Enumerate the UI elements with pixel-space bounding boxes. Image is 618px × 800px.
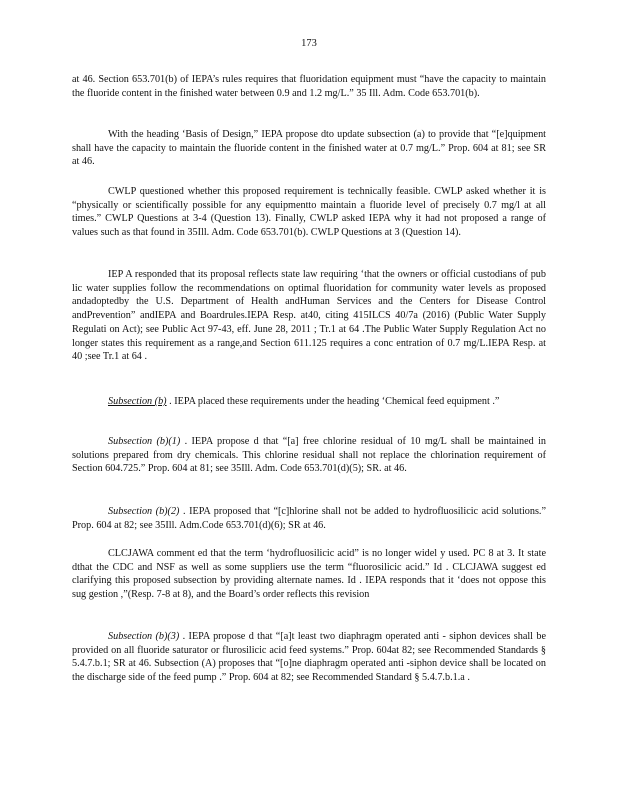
paragraph-4: IEP A responded that its proposal reflects state law requiring ‘that the owners or official custodians of pub lic water supplies follow the recommendations on optimal fluoridation for community water levels as proposed andadoptedby the U.S. Department of Health andHuman Services and the Centers for Disease Control andPrevention” andIEPA and Boardrules.IEPA Resp. at40, citing 415ILCS 40/7a (2016) (Public Water Supply Regulati on Act); see Public Act 97-43, eff. June 28, 2011 ; Tr.1 at 64 .The Public Water Supply Regulation Act no longer states this requirement as a range,and Section 611.125 requires a conc entration of 0.7 mg/L.IEPA Resp. at 40 ;see Tr.1 at 64 .: [72, 269, 546, 363]
paragraph-text: . IEPA propose d that “[a]t least two diaphragm operated anti - siphon devices shall be provided on all fluoride saturator or flurosilicic acid feed systems.” Prop. 604at 82; see Recommended Standards § 5.4.7.b.1; SR at 46. Subsection (A) proposes that “[o]ne diaphragm operated anti -siphon device shall be located on the discharge side of the feed pump .” Prop. 604 at 82; see Recommended Standard § 5.4.7.b.1.a .: [72, 631, 546, 684]
paragraph-text: . IEPA proposed that “[c]hlorine shall not be added to hydrofluosilicic acid solutions.” Prop. 604 at 82; see 35Ill. Adm.Code 653.701(d)(6); SR at 46.: [72, 506, 546, 531]
subsection-label: Subsection (b)(1): [108, 436, 181, 447]
subsection-label: Subsection (b)(3): [108, 631, 180, 642]
paragraph-2: With the heading ‘Basis of Design,” IEPA propose dto update subsection (a) to provide that “[e]quipment shall have the capacity to maintain the fluoride content in the finished water at 0.7 mg/L.” Prop. 604 at 81; see SR at 46.: [72, 129, 546, 168]
subsection-label: Subsection (b): [108, 396, 167, 407]
paragraph-9: [72, 630, 546, 685]
subsection-label: Subsection (b)(2): [108, 506, 180, 517]
paragraph-text: . IEPA propose d that “[a] free chlorine residual of 10 mg/L shall be maintained in solutions prepared from dry chemicals. This chlorine residual shall not replace the chlorination requirement of Section 604.725.” Prop. 604 at 81; see 35Ill. Adm. Code 653.701(d)(5); SR. at 46.: [72, 436, 546, 475]
paragraph-5: [72, 395, 546, 409]
paragraph-3: CWLP questioned whether this proposed requirement is technically feasible. CWLP asked whether it is “physically or scientifically possible for any equipmentto maintain a fluoride level of precisely 0.7 mg/l at all times.” CWLP Questions at 3-4 (Question 13). Finally, CWLP asked IEPA why it had not proposed a range of values such as that found in 35Ill. Adm. Code 653.701(b). CWLP Questions at 3 (Question 14).: [72, 186, 546, 239]
paragraph-8: CLCJAWA comment ed that the term ‘hydrofluosilicic acid” is no longer widel y used. PC 8 at 3. It state dthat the CDC and NSF as well as some suppliers use the term “fluorosilicic acid.” Id . CLCJAWA suggest ed clarifying this proposed subsection by providing alternate names. Id . IEPA responds that it ‘does not oppose this sug gestion ,”(Resp. 7-8 at 8), and the Board’s order reflects this revision: [72, 548, 546, 601]
paragraph-7: [72, 505, 546, 532]
paragraph-1: at 46. Section 653.701(b) of IEPA’s rules requires that fluoridation equipment must “have the capacity to maintain the fluoride content in the finished water between 0.9 and 1.2 mg/L.” 35 Ill. Adm. Code 653.701(b).: [72, 74, 546, 99]
paragraph-6: [72, 435, 546, 476]
paragraph-text: . IEPA placed these requirements under the heading ‘Chemical feed equipment .”: [169, 396, 500, 407]
page-number: 173: [301, 38, 317, 49]
